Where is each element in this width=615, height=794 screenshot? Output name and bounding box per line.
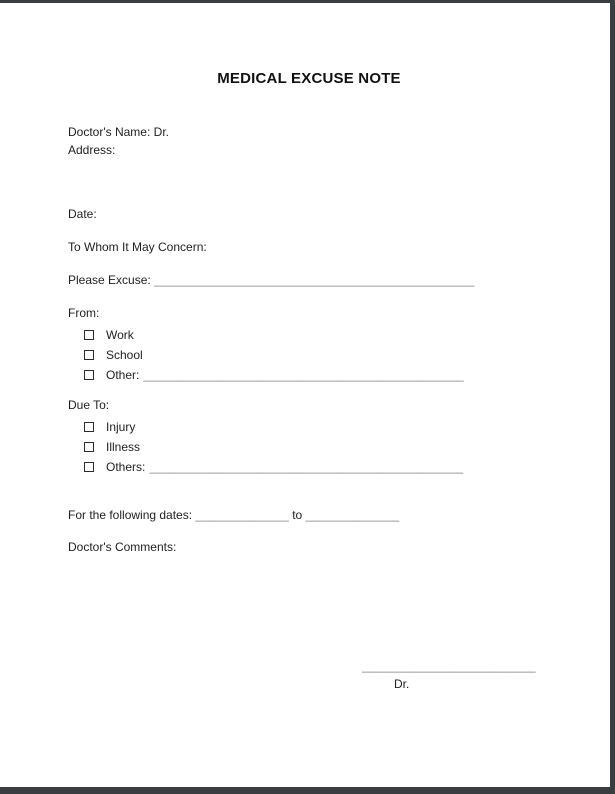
checkbox-work[interactable] <box>84 330 94 340</box>
due-to-option-injury <box>68 417 550 437</box>
signature-name-label: Dr. <box>394 677 410 691</box>
from-section-label: From: <box>68 306 100 320</box>
checkbox-others-label: Others: <box>106 460 146 474</box>
checkbox-other-label: Other: <box>106 368 140 382</box>
checkbox-school-label: School <box>106 348 143 362</box>
excuse-blank-line[interactable]: ________________________________________________ <box>154 273 475 287</box>
checkbox-other[interactable] <box>84 370 94 380</box>
excuse-label: Please Excuse: <box>68 273 151 287</box>
doctor-info-block <box>68 123 550 159</box>
checkbox-others[interactable] <box>84 462 94 472</box>
checkbox-injury-label: Injury <box>106 420 136 434</box>
checkbox-illness-label: Illness <box>106 440 141 454</box>
from-options-group <box>68 325 550 385</box>
document-title: MEDICAL EXCUSE NOTE <box>217 70 401 87</box>
due-to-option-others <box>68 457 550 477</box>
signature-block <box>362 657 536 693</box>
due-to-option-illness <box>68 437 550 457</box>
document-page <box>0 3 610 787</box>
signature-blank-line[interactable]: __________________________ <box>362 659 536 673</box>
excuse-line <box>68 271 550 289</box>
from-option-school <box>68 345 550 365</box>
comments-label: Doctor's Comments: <box>68 540 177 554</box>
others-blank-line[interactable]: _______________________________________________ <box>149 460 464 474</box>
dates-connector: to <box>292 508 303 522</box>
other-blank-line[interactable]: ________________________________________________ <box>143 368 464 382</box>
doctor-name-line: Doctor's Name: Dr. <box>68 125 169 139</box>
date-to-blank-line[interactable]: ______________ <box>305 508 399 522</box>
checkbox-injury[interactable] <box>84 422 94 432</box>
due-to-section-label: Due To: <box>68 398 110 412</box>
from-option-work <box>68 325 550 345</box>
from-option-other <box>68 365 550 385</box>
address-line: Address: <box>68 143 116 157</box>
checkbox-work-label: Work <box>106 328 134 342</box>
date-from-blank-line[interactable]: ______________ <box>195 508 289 522</box>
dates-line <box>68 506 550 524</box>
document-content <box>0 3 610 556</box>
checkbox-school[interactable] <box>84 350 94 360</box>
due-to-options-group <box>68 417 550 477</box>
date-line: Date: <box>68 207 97 221</box>
checkbox-illness[interactable] <box>84 442 94 452</box>
dates-prefix: For the following dates: <box>68 508 193 522</box>
salutation-line: To Whom It May Concern: <box>68 240 207 254</box>
